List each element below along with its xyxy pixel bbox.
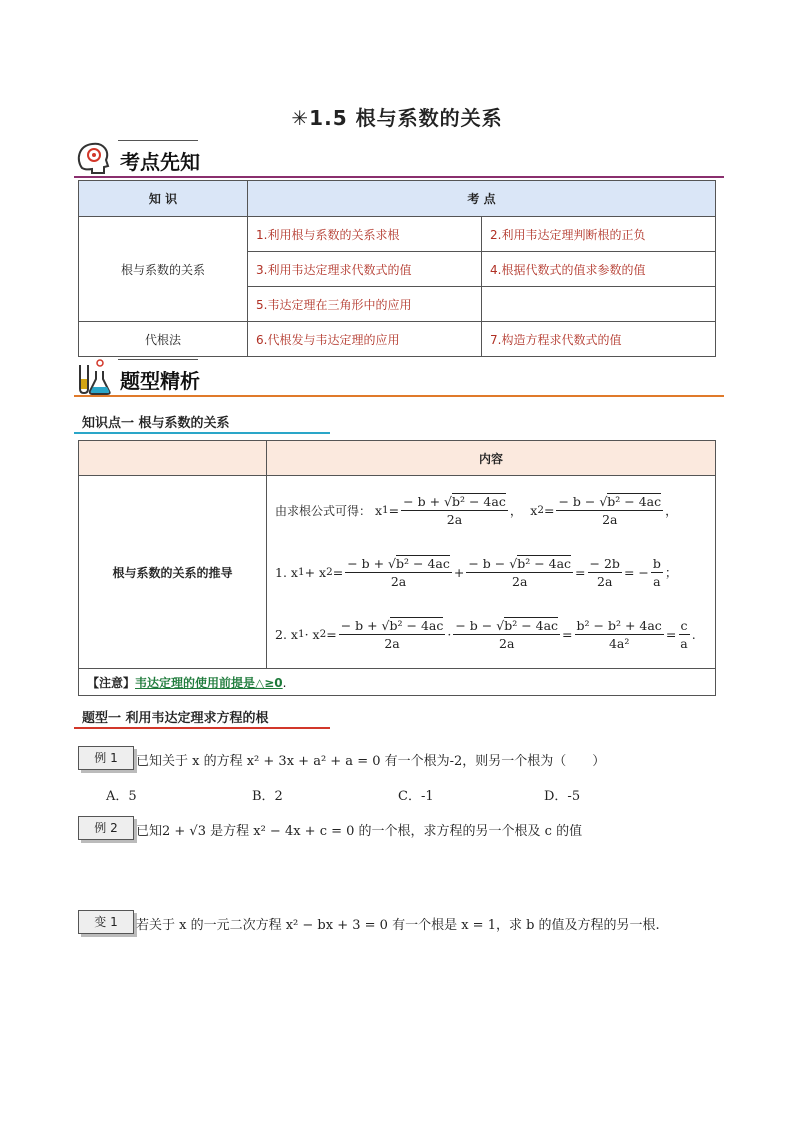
section-divider (74, 395, 724, 397)
row-label-derivation: 根与系数的关系的推导 (79, 476, 267, 669)
example-1-option-a: A．5 (106, 789, 137, 804)
section-tixing-label: 题型精析 (120, 369, 200, 393)
example-1-text: 已知关于 x 的方程 x² + 3x + a² + a = 0 有一个根为-2，则另一个根为（ ） (136, 754, 606, 769)
header-content: 内容 (267, 441, 716, 476)
knowledge-point-header (74, 408, 330, 434)
knowledge-point-label: 知识点一 根与系数的关系 (82, 416, 230, 431)
kaodian-table (78, 180, 716, 357)
formula-cell (267, 476, 716, 669)
head-brain-icon (74, 138, 114, 178)
header-zhishi: 知 识 (79, 181, 248, 217)
variant-1-text: 若关于 x 的一元二次方程 x² − bx + 3 = 0 有一个根是 x = 1，求 b 的值及方程的另一根. (136, 918, 660, 933)
section-kaodian-label: 考点先知 (120, 150, 200, 174)
note-prefix: 【注意】 (87, 675, 136, 690)
point-4: 4.根据代数式的值求参数的值 (482, 252, 716, 287)
formula-sum: 1. x 1 + x 2 = − b + √b² − 4ac 2a + − b − √b² − 4ac 2a = − 2b 2a = − b a ； (275, 555, 678, 589)
flask-icon (74, 357, 114, 397)
header-kaodian: 考 点 (248, 181, 716, 217)
variant-1-tag: 变 1 (78, 910, 134, 934)
example-2-text: 已知2 + √3 是方程 x² − 4x + c = 0 的一个根，求方程的另一个根及 c 的值 (136, 824, 583, 839)
formula-roots: 由求根公式可得： x 1 = − b + √b² − 4ac 2a ， x 2 = − b − √b² − 4ac 2a ， (275, 493, 678, 527)
example-2-tag: 例 2 (78, 816, 134, 840)
type-1-header (74, 703, 330, 729)
section-kaodian-header (74, 138, 724, 180)
example-1-option-c: C．-1 (398, 789, 434, 804)
formula-table (78, 440, 716, 696)
point-3: 3.利用韦达定理求代数式的值 (248, 252, 482, 287)
point-5: 5.韦达定理在三角形中的应用 (248, 287, 482, 322)
note-row (79, 669, 716, 696)
point-7: 7.构造方程求代数式的值 (482, 322, 716, 357)
example-1-tag: 例 1 (78, 746, 134, 770)
header-empty (79, 441, 267, 476)
type-1-label: 题型一 利用韦达定理求方程的根 (82, 711, 269, 726)
example-1-option-b: B．2 (252, 789, 283, 804)
example-1-option-d: D．-5 (544, 789, 581, 804)
note-suffix: . (282, 675, 287, 690)
formula-intro: 由求根公式可得： (275, 503, 372, 518)
point-2: 2.利用韦达定理判断根的正负 (482, 217, 716, 252)
section-divider (74, 176, 724, 178)
formula-product: 2. x 1 · x 2 = − b + √b² − 4ac 2a · − b − √b² − 4ac 2a = b² − b² + 4ac 4a² = c a . (275, 617, 696, 651)
point-6: 6.代根发与韦达定理的应用 (248, 322, 482, 357)
note-text: 韦达定理的使用前提是△≥0 (135, 675, 283, 690)
point-1: 1.利用根与系数的关系求根 (248, 217, 482, 252)
row-label-daigen: 代根法 (79, 322, 248, 357)
empty-cell (482, 287, 716, 322)
section-tixing-header (74, 357, 724, 399)
row-label-relation: 根与系数的关系 (79, 217, 248, 322)
page-title: ✳1.5 根与系数的关系 (291, 106, 503, 130)
